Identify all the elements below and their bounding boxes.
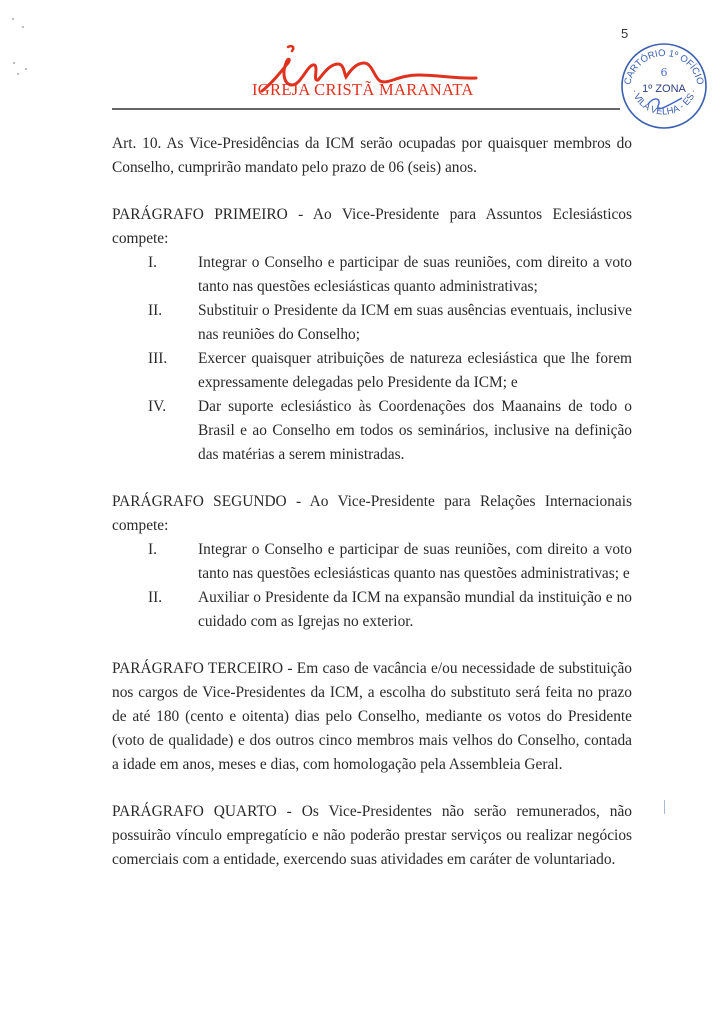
list-item: [112, 586, 632, 634]
item-number: II.: [148, 589, 163, 606]
item-text: Integrar o Conselho e participar de suas reuniões, com direito a voto tanto nas questões eclesiásticas quanto administrativas;: [198, 254, 632, 295]
list-item: [112, 538, 632, 586]
item-text: Integrar o Conselho e participar de suas reuniões, com direito a voto tanto nas questões eclesiásticas quanto nas questões administrativas; e: [198, 541, 632, 582]
scan-speck: [25, 68, 27, 70]
item-text: Exercer quaisquer atribuições de natureza eclesiástica que lhe forem expressamente delegadas pelo Presidente da ICM; e: [198, 350, 632, 391]
list-item: [112, 395, 632, 467]
item-text: Auxiliar o Presidente da ICM na expansão mundial da instituição e no cuidado com as Igrejas no exterior.: [198, 589, 632, 630]
notary-stamp-icon: [618, 40, 710, 132]
item-text: Dar suporte eclesiástico às Coordenações dos Maanains de todo o Brasil e ao Conselho em todos os seminários, inclusive na definição das matérias a serem ministradas.: [198, 398, 632, 463]
item-number: III.: [148, 350, 168, 367]
scan-mark: [664, 800, 665, 814]
svg-text:1º ZONA: 1º ZONA: [642, 83, 686, 95]
paragrafo-segundo-heading: PARÁGRAFO SEGUNDO - Ao Vice-Presidente para Relações Internacionais compete:: [112, 493, 632, 534]
header-divider: [112, 108, 620, 110]
article-10: Art. 10. As Vice-Presidências da ICM serão ocupadas por quaisquer membros do Conselho, cumprirão mandato pelo prazo de 06 (seis) anos.: [112, 135, 632, 176]
page-number: 5: [621, 26, 629, 41]
paragrafo-terceiro: PARÁGRAFO TERCEIRO - Em caso de vacância e/ou necessidade de substituição nos cargos de Vice-Presidentes da ICM, a escolha do substituto será feita no prazo de até 180 (cento e oitenta) dias pelo Conselho, mediante os votos do Presidente (voto de qualidade) e dos outros cinco membros mais velhos do Conselho, contada a idade em anos, meses e dias, com homologação pela Assembleia Geral.: [112, 660, 632, 773]
item-number: I.: [148, 541, 157, 558]
list-item: [112, 347, 632, 395]
scan-speck: [13, 62, 15, 64]
scan-speck: [22, 26, 24, 28]
svg-text:· VILA VELHA - ES ·: · VILA VELHA - ES ·: [628, 87, 700, 118]
church-name: IGREJA CRISTÃ MARANATA: [252, 80, 474, 99]
list-item: [112, 251, 632, 299]
scan-speck: [12, 18, 14, 20]
svg-text:6: 6: [660, 66, 668, 79]
item-number: II.: [148, 302, 163, 319]
item-number: IV.: [148, 398, 167, 415]
svg-text:CARTÓRIO 1º OFÍCIO: CARTÓRIO 1º OFÍCIO: [622, 47, 706, 86]
paragrafo-quarto: PARÁGRAFO QUARTO - Os Vice-Presidentes não serão remunerados, não possuirão vínculo empregatício e não poderão prestar serviços ou realizar negócios comerciais com a entidade, exercendo suas atividades em caráter de voluntariado.: [112, 803, 632, 868]
item-number: I.: [148, 254, 157, 271]
list-item: [112, 299, 632, 347]
paragrafo-primeiro-heading: PARÁGRAFO PRIMEIRO - Ao Vice-Presidente para Assuntos Eclesiásticos compete:: [112, 206, 632, 247]
scan-speck: [17, 73, 19, 75]
item-text: Substituir o Presidente da ICM em suas ausências eventuais, inclusive nas reuniões do Conselho;: [198, 302, 632, 343]
document-body: [112, 132, 632, 872]
